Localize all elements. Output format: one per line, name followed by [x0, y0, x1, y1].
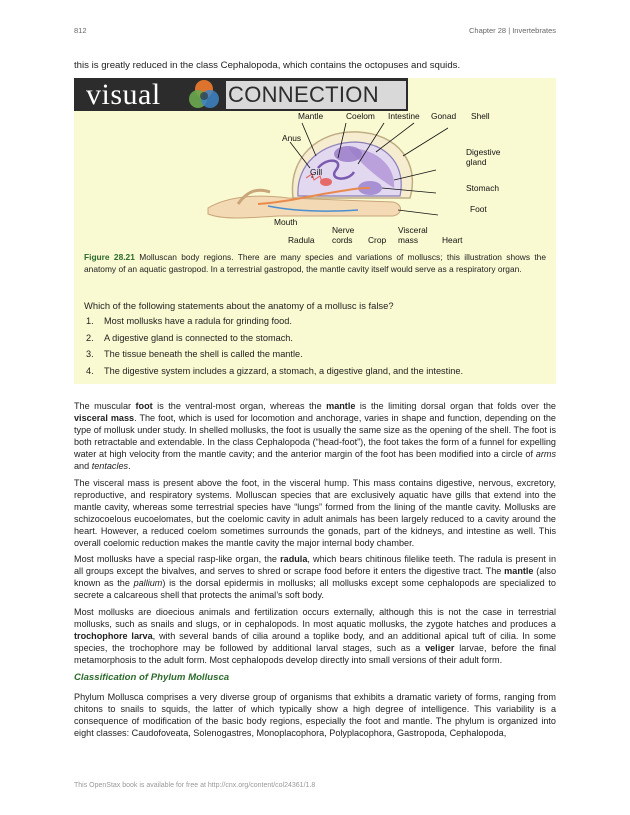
answer-option	[86, 316, 546, 333]
quiz-question: Which of the following statements about the anatomy of a mollusc is false?	[84, 300, 394, 311]
chapter-header: Chapter 28 | Invertebrates	[469, 26, 556, 35]
paragraph-radula: Most mollusks have a special rasp-like organ, the radula, which bears chitinous filelike teeth. The radula is present in all groups except the bivalves, and serves to shred or scrape food before it enters the digestive tract. The mantle (also known as the pallium) is the dorsal epidermis in mollusks; all mollusks except some cephalopods are specialized to secrete a calcareous shell that protects the animal’s soft body.	[74, 554, 556, 601]
label-gill: Gill	[310, 167, 323, 177]
visual-connection-banner	[74, 78, 408, 111]
paragraph-classification: Phylum Mollusca comprises a very diverse group of organisms that exhibits a dramatic variety of forms, ranging from chitons to snails to squids, the latter of which typically show a high degree of intelligence. This variability is a consequence of modification of the basic body regions, especially the foot and mantle. The phylum is organized into eight classes: Caudofoveata, Solenogastres, Monoplacophora, Polyplacophora, Gastropoda, Cephalopoda,	[74, 691, 556, 738]
label-nerve-cords-2: cords	[332, 235, 353, 245]
page-number: 812	[74, 26, 87, 35]
caption-text: Molluscan body regions. There are many species and variations of molluscs; this illustration shows the anatomy of an aquatic gastropod. In a terrestrial gastropod, the mantle cavity itself would serve as a respiratory organ.	[84, 252, 546, 274]
answer-text: Most mollusks have a radula for grinding food.	[104, 316, 292, 326]
answer-text: The tissue beneath the shell is called the mantle.	[104, 349, 303, 359]
answer-option	[86, 366, 546, 383]
label-radula: Radula	[288, 235, 315, 245]
label-shell: Shell	[471, 111, 490, 121]
intro-text: this is greatly reduced in the class Cephalopoda, which contains the octopuses and squids.	[74, 60, 461, 71]
answer-number: 1.	[86, 316, 94, 326]
footer-text: This OpenStax book is available for free at http://cnx.org/content/col24361/1.8	[74, 782, 316, 789]
label-crop: Crop	[368, 235, 387, 245]
label-digestive-gland-2: gland	[466, 157, 487, 167]
body-text	[74, 400, 556, 743]
label-gonad: Gonad	[431, 111, 457, 121]
label-digestive-gland-1: Digestive	[466, 147, 501, 157]
answer-list	[86, 316, 546, 382]
answer-option	[86, 333, 546, 350]
mollusc-anatomy-diagram	[198, 108, 501, 248]
label-intestine: Intestine	[388, 111, 420, 121]
banner-word-connection: CONNECTION	[228, 82, 379, 107]
figure-caption	[84, 252, 546, 276]
label-heart: Heart	[442, 235, 463, 245]
answer-option	[86, 349, 546, 366]
answer-text: The digestive system includes a gizzard, a stomach, a digestive gland, and the intestine.	[104, 365, 464, 376]
label-foot: Foot	[470, 204, 487, 214]
paragraph-reproduction: Most mollusks are dioecious animals and fertilization occurs externally, although this is not the case in terrestrial mollusks, such as snails and slugs, or in cephalopods. In most aquatic mollusks, the zygote hatches and produces a trochophore larva, with several bands of cilia around a toplike body, and an additional apical tuft of cilia. In some species, the trochophore may be followed by additional larval stages, such as a veliger larvae, before the final metamorphosis to the adult form. Most cephalopods develop directly into small versions of their adult form.	[74, 606, 556, 665]
answer-number: 4.	[86, 365, 94, 376]
visual-connection-box	[74, 78, 556, 384]
foot-shape	[208, 196, 401, 218]
answer-number: 2.	[86, 332, 94, 343]
label-mantle: Mantle	[298, 111, 324, 121]
label-visceral-mass-1: Visceral	[398, 225, 428, 235]
section-title: Classification of Phylum Mollusca	[74, 671, 230, 683]
venn-logo-icon	[184, 78, 224, 111]
banner-word-visual: visual	[86, 78, 161, 111]
answer-number: 3.	[86, 349, 94, 359]
answer-text: A digestive gland is connected to the stomach.	[104, 332, 293, 343]
figure-number: Figure 28.21	[84, 252, 135, 262]
gonad-shape	[334, 146, 362, 162]
label-visceral-mass-2: mass	[398, 235, 419, 245]
label-coelom: Coelom	[346, 111, 375, 121]
label-anus: Anus	[282, 133, 302, 143]
label-mouth: Mouth	[274, 217, 298, 227]
paragraph-visceral-mass: The visceral mass is present above the foot, in the visceral hump. This mass contains digestive, nervous, excretory, reproductive, and respiratory systems. Molluscan species that are exclusively aquatic have gills that extend into the mantle cavity, whereas some terrestrial species have “lungs” formed from the lining of the mantle cavity. Mollusks are schizocoelous eucoelomates, but the coelomic cavity in adult animals has been largely reduced to a cavity around the heart. However, a reduced coelom sometimes surrounds the gonads, part of the kidneys, and intestine as well. This overall coelomic reduction makes the mantle cavity the major internal body chamber.	[74, 477, 556, 549]
paragraph-foot-mantle: The muscular foot is the ventral-most organ, whereas the mantle is the limiting dorsal organ that folds over the visceral mass. The foot, which is used for locomotion and anchorage, varies in shape and function, depending on the type of mollusk under study. In shelled mollusks, the foot is usually the same size as the opening of the shell. The foot is both retractable and extendable. In the class Cephalopoda (“head-foot”), the foot takes the form of a funnel for expelling water at high velocity from the mantle cavity; and the anterior margin of the foot has been modified into a circle of arms and tentacles.	[74, 401, 556, 472]
label-stomach: Stomach	[466, 183, 500, 193]
label-nerve-cords-1: Nerve	[332, 225, 355, 235]
